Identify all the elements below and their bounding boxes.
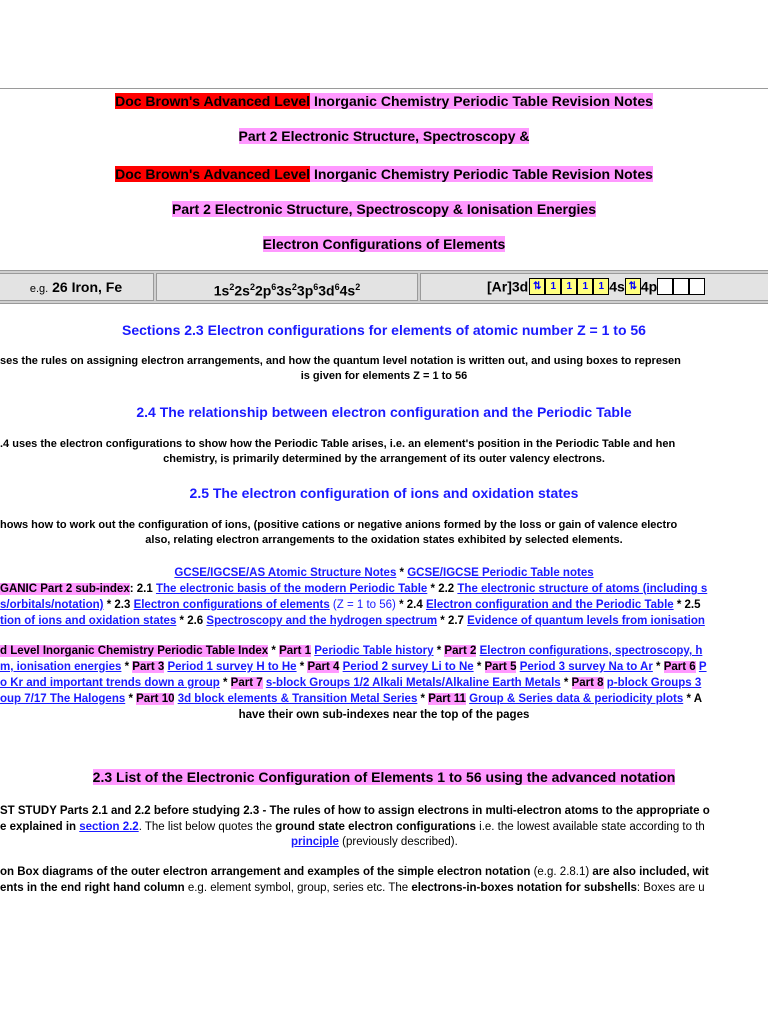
section-2-4-description: .4 uses the electron configurations to show how the Periodic Table arises, i.e. an element's position in the Periodic Table and hen chemistry, is primarily determined by the arrangement of its outer valency electrons. xyxy=(0,438,676,465)
part-title: Part 2 Electronic Structure, Spectroscopy & Ionisation Energies xyxy=(171,201,596,217)
example-element-cell: e.g. 26 Iron, Fe xyxy=(0,273,154,301)
page-header-1 xyxy=(0,93,768,109)
part-2-sub-index: GANIC Part 2 sub-index: 2.1 The electronic basis of the modern Periodic Table * 2.2 The electronic structure of atoms (including s s/orbitals/notation) * 2.3 Electron configurations of elements (Z = 1 to 56) * 2.4 Electron configuration and the Periodic Table * 2.5 tion of ions and oxidation states * 2.6 Spectroscopy and the hydrogen spectrum * 2.7 Evidence of quantum levels from ionisation xyxy=(0,583,708,627)
index-link-part-7[interactable]: s-block Groups 1/2 Alkali Metals/Alkaline Earth Metals xyxy=(265,677,561,689)
sub-index-link-2-5[interactable]: tion of ions and oxidation states xyxy=(0,615,177,627)
part-title-partial: Part 2 Electronic Structure, Spectroscopy & xyxy=(238,128,530,144)
sub-index-link-2-2[interactable]: The electronic structure of atoms (including s xyxy=(457,583,708,595)
p-orbital-box xyxy=(689,278,705,295)
p-orbital-box xyxy=(673,278,689,295)
principle-link[interactable]: principle xyxy=(291,836,339,848)
index-link-part-8[interactable]: p-block Groups 3 xyxy=(606,677,702,689)
index-link-part-4[interactable]: Period 2 survey Li to Ne xyxy=(342,661,474,673)
index-link-part-6[interactable]: P xyxy=(698,661,707,673)
sub-index-link-2-3[interactable]: Electron configurations of elements xyxy=(133,599,330,611)
example-config-cell xyxy=(156,273,418,301)
index-link-part-5[interactable]: Period 3 survey Na to Ar xyxy=(519,661,653,673)
sub-index-link-2-1[interactable]: The electronic basis of the modern Periodic Table xyxy=(155,583,428,595)
index-link-part-2[interactable]: Electron configurations, spectroscopy, h xyxy=(479,645,703,657)
sub-index-link-2-7[interactable]: Evidence of quantum levels from ionisation xyxy=(467,615,705,627)
d-orbital-box: 1 xyxy=(593,278,609,295)
section-2-3-heading[interactable]: Sections 2.3 Electron configurations for elements of atomic number Z = 1 to 56 xyxy=(122,322,646,338)
page-header-title: Inorganic Chemistry Periodic Table Revision Notes xyxy=(310,166,653,182)
sub-index-link-2-4[interactable]: Electron configuration and the Periodic Table xyxy=(425,599,674,611)
site-brand: Doc Brown's Advanced Level xyxy=(115,166,311,182)
site-brand: Doc Brown's Advanced Level xyxy=(115,93,311,109)
element-name: 26 Iron, Fe xyxy=(52,279,123,295)
section-2-3-description: ses the rules on assigning electron arrangements, and how the quantum level notation is written out, and using boxes to represen is given for elements Z = 1 to 56 xyxy=(0,355,681,382)
section-2-5-heading[interactable]: 2.5 The electron configuration of ions and oxidation states xyxy=(189,485,579,501)
gcse-periodic-table-link[interactable]: GCSE/IGCSE Periodic Table notes xyxy=(407,567,594,579)
electron-configuration: $1s^22s^22p^63s^23p^63d^64s^2$ xyxy=(213,282,361,299)
d-orbital-box: 1 xyxy=(545,278,561,295)
sub-index-link-2-6[interactable]: Spectroscopy and the hydrogen spectrum xyxy=(206,615,438,627)
example-table xyxy=(0,270,768,304)
index-link-part-1[interactable]: Periodic Table history xyxy=(314,645,434,657)
d-orbital-box: 1 xyxy=(561,278,577,295)
index-link-part-9[interactable]: oup 7/17 The Halogens xyxy=(0,693,126,705)
section-2-5-description: hows how to work out the configuration of ions, (positive cations or negative anions formed by the loss or gain of valence electro also, relating electron arrangements to the oxidation states exhibited by selected elements. xyxy=(0,519,678,546)
index-link-part-3[interactable]: Period 1 survey H to He xyxy=(167,661,297,673)
study-note: ST STUDY Parts 2.1 and 2.2 before studying 2.3 - The rules of how to assign electrons in multi-electron atoms to the appropriate o e explained in section 2.2. The list below quotes the ground state electron configurations i.e. the lowest available state according to th principle (previously described). xyxy=(0,805,710,848)
periodic-table-index: d Level Inorganic Chemistry Periodic Table Index * Part 1 Periodic Table history * Part 2 Electron configurations, spectroscopy, h m, ionisation energies * Part 3 Period 1 survey H to He * Part 4 Period 2 survey Li to Ne * Part 5 Period 3 survey Na to Ar * Part 6 P o Kr and important trends down a group * Part 7 s-block Groups 1/2 Alkali Metals/Alkaline Earth Metals * Part 8 p-block Groups 3 oup 7/17 The Halogens * Part 10 3d block elements & Transition Metal Series * Part 11 Group & Series data & periodicity plots * A have their own sub-indexes near the top of the pages xyxy=(0,645,707,721)
d-orbital-box: ⇅ xyxy=(529,278,545,295)
section-2-2-link[interactable]: section 2.2 xyxy=(79,821,139,833)
top-divider xyxy=(0,88,768,89)
box-diagrams-note: on Box diagrams of the outer electron arrangement and examples of the simple electron notation (e.g. 2.8.1) are also included, wit ents in the end right hand column e.g. element symbol, group, series etc. The electrons-in-boxes notation for subshells: Boxes are u xyxy=(0,866,709,894)
page-header-title: Inorganic Chemistry Periodic Table Revision Notes xyxy=(310,93,653,109)
gcse-links: GCSE/IGCSE/AS Atomic Structure Notes * GCSE/IGCSE Periodic Table notes xyxy=(174,567,594,579)
electron-configurations-title: Electron Configurations of Elements xyxy=(262,236,506,252)
index-link-part-10[interactable]: 3d block elements & Transition Metal Series xyxy=(177,693,418,705)
index-link-part-11[interactable]: Group & Series data & periodicity plots xyxy=(469,693,684,705)
gcse-atomic-structure-link[interactable]: GCSE/IGCSE/AS Atomic Structure Notes xyxy=(174,567,397,579)
p-orbital-box xyxy=(657,278,673,295)
page-header-2 xyxy=(0,166,768,182)
section-2-4-heading[interactable]: 2.4 The relationship between electron configuration and the Periodic Table xyxy=(136,404,632,420)
d-orbital-box: 1 xyxy=(577,278,593,295)
example-box-notation-cell xyxy=(420,273,768,301)
box-notation: [Ar]3d ⇅ 1 1 1 1 4s ⇅ 4p xyxy=(487,277,705,295)
s-orbital-box: ⇅ xyxy=(625,278,641,295)
list-title: 2.3 List of the Electronic Configuration of Elements 1 to 56 using the advanced notation xyxy=(92,769,676,785)
